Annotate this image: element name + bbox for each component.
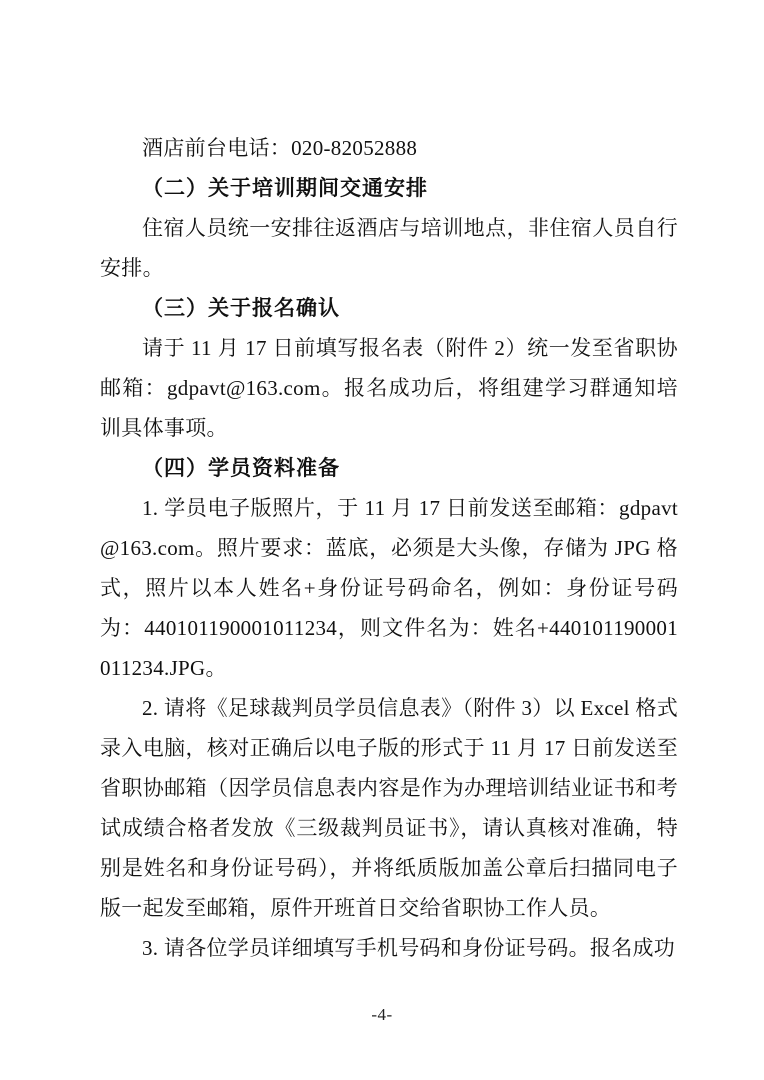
paragraph-hotel-phone: 酒店前台电话：020-82052888: [142, 136, 418, 160]
document-content: [100, 128, 678, 968]
paragraph-info-table: 2. 请将《足球裁判员学员信息表》（附件 3）以 Excel 格式录入电脑，核对正确后以电子版的形式于 11 月 17 日前发送至省职协邮箱（因学员信息表内容是作为办理培训结业证书和考试成绩合格者发放《三级裁判员证书》，请认真核对准确，特别是姓名和身份证号码），并将纸质版加盖公章后扫描同电子版一起发至邮箱，原件开班首日交给省职协工作人员。: [100, 696, 678, 920]
paragraph-registration: 请于 11 月 17 日前填写报名表（附件 2）统一发至省职协邮箱：gdpavt@163.com。报名成功后，将组建学习群通知培训具体事项。: [100, 336, 678, 440]
paragraph-transport: 住宿人员统一安排往返酒店与培训地点，非住宿人员自行安排。: [100, 216, 678, 280]
paragraph-phone-id: 3. 请各位学员详细填写手机号码和身份证号码。报名成功: [142, 936, 676, 960]
paragraph-photo-requirements: 1. 学员电子版照片，于 11 月 17 日前发送至邮箱：gdpavt@163.com。照片要求：蓝底，必须是大头像，存储为 JPG 格式，照片以本人姓名+身份证号码命名，例如：身份证号码为：440101190001011234，则文件名为：姓名+440101190001011234.JPG。: [100, 496, 679, 680]
heading-student-materials: （四）学员资料准备: [142, 456, 340, 480]
page-number: -4-: [371, 1005, 393, 1024]
heading-transport: （二）关于培训期间交通安排: [142, 176, 428, 200]
heading-registration-confirm: （三）关于报名确认: [142, 296, 340, 320]
